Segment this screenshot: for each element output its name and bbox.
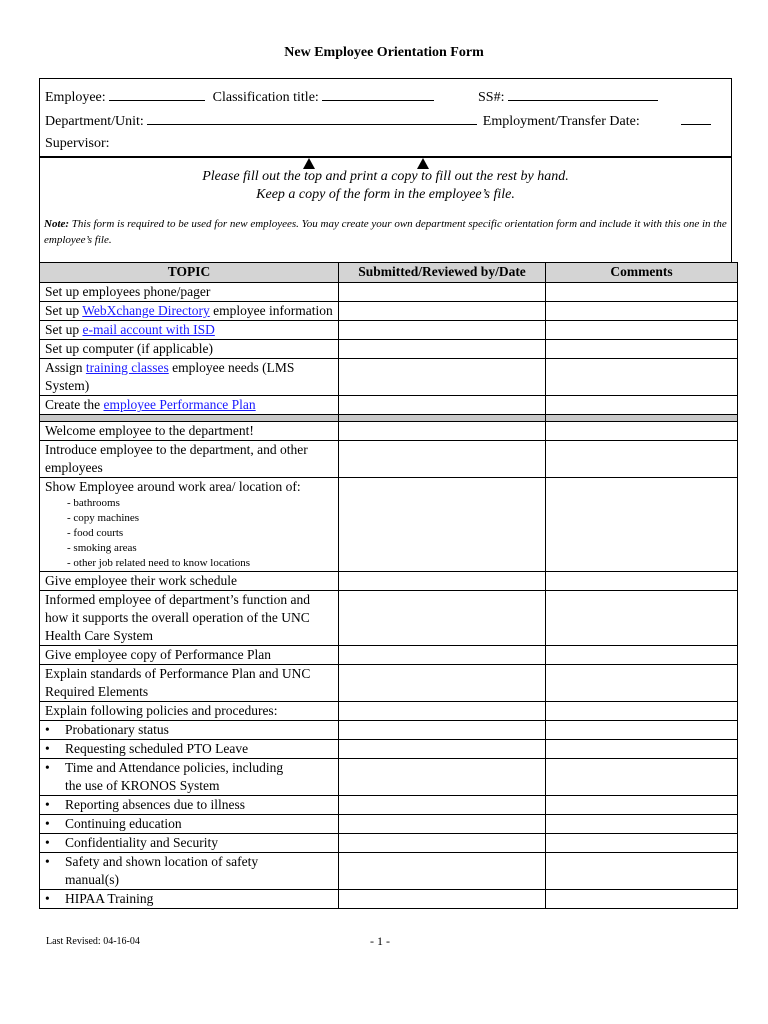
comments-header: Comments	[546, 263, 738, 283]
comments-cell[interactable]	[546, 340, 738, 359]
reviewed-cell[interactable]	[339, 340, 546, 359]
topic-cell: Give employee their work schedule	[40, 572, 339, 591]
reviewed-cell[interactable]	[339, 302, 546, 321]
bullet-icon: •	[45, 816, 50, 831]
table-row	[40, 740, 738, 759]
table-row	[40, 478, 738, 572]
employee-label: Employee:	[45, 90, 106, 105]
reviewed-cell[interactable]	[339, 441, 546, 478]
topic-text: Set up	[45, 322, 83, 337]
table-row	[40, 591, 738, 646]
employee-info-box	[39, 78, 732, 262]
topic-text: Confidentiality and Security	[65, 835, 218, 850]
comments-cell[interactable]	[546, 815, 738, 834]
table-row	[40, 302, 738, 321]
table-row	[40, 702, 738, 721]
topic-cell	[40, 283, 339, 302]
reviewed-cell[interactable]	[339, 321, 546, 340]
bullet-icon: •	[45, 760, 50, 775]
supervisor-label: Supervisor:	[45, 136, 110, 151]
comments-cell[interactable]	[546, 890, 738, 909]
topic-cell	[40, 834, 339, 853]
topic-cell	[40, 396, 339, 415]
employee-field[interactable]	[109, 88, 205, 101]
topic-cell	[40, 759, 339, 796]
table-row	[40, 359, 738, 396]
comments-cell[interactable]	[546, 396, 738, 415]
topic-text: HIPAA Training	[65, 891, 154, 906]
topic-cell	[40, 796, 339, 815]
list-item: - copy machines	[67, 512, 140, 524]
topic-cell: Informed employee of department’s function and how it supports the overall operation of the UNC Health Care System	[40, 591, 339, 646]
topic-cell: Give employee copy of Performance Plan	[40, 646, 339, 665]
arrow-up-icon	[417, 158, 429, 169]
reviewed-cell[interactable]	[339, 815, 546, 834]
table-row	[40, 834, 738, 853]
topic-cell	[40, 302, 339, 321]
comments-cell[interactable]	[546, 796, 738, 815]
employment-date-label: Employment/Transfer Date:	[482, 114, 640, 129]
comments-cell[interactable]	[546, 759, 738, 796]
reviewed-cell[interactable]	[339, 422, 546, 441]
topic-cell	[40, 815, 339, 834]
topic-cell	[40, 478, 339, 572]
classification-label: Classification title:	[212, 90, 319, 105]
instruction-line-2: Keep a copy of the form in the employee’s file.	[256, 187, 515, 202]
employee-row	[45, 88, 434, 106]
comments-cell[interactable]	[546, 422, 738, 441]
note-text	[44, 216, 730, 248]
reviewed-cell[interactable]	[339, 359, 546, 396]
comments-cell[interactable]	[546, 283, 738, 302]
topic-cell: Explain following policies and procedures:	[40, 702, 339, 721]
topic-cell	[40, 890, 339, 909]
comments-cell[interactable]	[546, 321, 738, 340]
reviewed-cell[interactable]	[339, 834, 546, 853]
table-row	[40, 759, 738, 796]
comments-cell[interactable]	[546, 302, 738, 321]
table-row	[40, 572, 738, 591]
table-row	[40, 665, 738, 702]
list-item: - other job related need to know locations	[67, 557, 250, 569]
topic-cell	[40, 340, 339, 359]
reviewed-cell[interactable]	[339, 853, 546, 890]
table-row	[40, 890, 738, 909]
topic-text: the use of KRONOS System	[65, 778, 220, 793]
comments-cell[interactable]	[546, 646, 738, 665]
topic-text: Safety and shown location of safety	[65, 854, 259, 869]
table-row	[40, 422, 738, 441]
page-number: - 1 -	[370, 934, 390, 948]
training-classes-link[interactable]: training classes	[85, 360, 169, 375]
comments-cell[interactable]	[546, 740, 738, 759]
topic-text: Continuing education	[65, 816, 182, 831]
page-title: New Employee Orientation Form	[284, 45, 484, 60]
comments-cell[interactable]	[546, 591, 738, 646]
table-row	[40, 441, 738, 478]
topic-cell	[40, 721, 339, 740]
bullet-icon: •	[45, 741, 50, 756]
table-header-row	[40, 263, 738, 283]
email-account-link[interactable]: e-mail account with ISD	[82, 322, 215, 337]
reviewed-cell[interactable]	[339, 702, 546, 721]
note-body: This form is required to be used for new employees. You may create your own department specific orientation form and include it with this one in the employee’s file.	[44, 218, 727, 246]
reviewed-cell[interactable]	[339, 721, 546, 740]
table-row	[40, 321, 738, 340]
topic-header: TOPIC	[40, 263, 339, 283]
comments-cell[interactable]	[546, 441, 738, 478]
topic-text: employee information	[209, 303, 333, 318]
ss-row	[478, 88, 658, 106]
reviewed-header: Submitted/Reviewed by/Date	[339, 263, 546, 283]
bullet-icon: •	[45, 722, 50, 737]
section-separator	[40, 415, 738, 422]
comments-cell[interactable]	[546, 359, 738, 396]
reviewed-cell[interactable]	[339, 478, 546, 572]
table-row	[40, 396, 738, 415]
topic-cell: Welcome employee to the department!	[40, 422, 339, 441]
department-row	[45, 112, 711, 130]
last-revised: Last Revised: 04-16-04	[46, 936, 140, 947]
note-label: Note:	[44, 218, 70, 230]
topic-cell	[40, 359, 339, 396]
bullet-icon: •	[45, 835, 50, 850]
topic-cell: Introduce employee to the department, and other employees	[40, 441, 339, 478]
webxchange-directory-link[interactable]: WebXchange Directory	[82, 303, 210, 318]
reviewed-cell[interactable]	[339, 890, 546, 909]
comments-cell[interactable]	[546, 834, 738, 853]
reviewed-cell[interactable]	[339, 572, 546, 591]
department-field[interactable]	[147, 112, 477, 125]
comments-cell[interactable]	[546, 702, 738, 721]
topic-cell	[40, 853, 339, 890]
table-row	[40, 646, 738, 665]
classification-field[interactable]	[322, 88, 434, 101]
arrow-up-icon	[303, 158, 315, 169]
reviewed-cell[interactable]	[339, 759, 546, 796]
topic-text: Set up	[45, 303, 83, 318]
topic-text: Reporting absences due to illness	[65, 797, 245, 812]
topic-text: manual(s)	[65, 872, 119, 887]
reviewed-cell[interactable]	[339, 396, 546, 415]
topic-text: Create the	[45, 397, 104, 412]
table-row	[40, 815, 738, 834]
topic-text: Assign	[45, 360, 86, 375]
employment-date-field[interactable]	[681, 112, 711, 125]
topic-text: Time and Attendance policies, including	[65, 760, 284, 775]
location-list	[45, 496, 333, 571]
topic-text: Show Employee around work area/ location of:	[45, 479, 301, 494]
comments-cell[interactable]	[546, 478, 738, 572]
reviewed-cell[interactable]	[339, 591, 546, 646]
topic-cell	[40, 740, 339, 759]
list-item: - food courts	[67, 527, 124, 539]
reviewed-cell[interactable]	[339, 646, 546, 665]
orientation-checklist-table	[39, 262, 738, 909]
reviewed-cell[interactable]	[339, 665, 546, 702]
ss-label: SS#:	[478, 90, 505, 105]
ss-field[interactable]	[508, 88, 658, 101]
department-label: Department/Unit:	[45, 114, 144, 129]
topic-text: Set up employees phone/pager	[45, 284, 211, 299]
topic-text: Requesting scheduled PTO Leave	[65, 741, 249, 756]
topic-text: employee needs (LMS System)	[45, 360, 295, 393]
table-row	[40, 853, 738, 890]
comments-cell[interactable]	[546, 721, 738, 740]
topic-text: Probationary status	[65, 722, 169, 737]
reviewed-cell[interactable]	[339, 283, 546, 302]
bullet-icon: •	[45, 891, 50, 906]
comments-cell[interactable]	[546, 572, 738, 591]
list-item: - bathrooms	[67, 497, 120, 509]
table-row	[40, 796, 738, 815]
reviewed-cell[interactable]	[339, 740, 546, 759]
list-item: - smoking areas	[67, 542, 137, 554]
topic-cell: Explain standards of Performance Plan and UNC Required Elements	[40, 665, 339, 702]
comments-cell[interactable]	[546, 853, 738, 890]
table-row	[40, 340, 738, 359]
supervisor-line	[40, 156, 731, 158]
bullet-icon: •	[45, 797, 50, 812]
topic-cell	[40, 321, 339, 340]
reviewed-cell[interactable]	[339, 796, 546, 815]
table-row	[40, 283, 738, 302]
performance-plan-link[interactable]: employee Performance Plan	[103, 397, 256, 412]
topic-text: Set up computer (if applicable)	[45, 341, 213, 356]
table-row	[40, 721, 738, 740]
bullet-icon: •	[45, 854, 50, 869]
comments-cell[interactable]	[546, 665, 738, 702]
instruction-line-1: Please fill out the top and print a copy to fill out the rest by hand.	[202, 169, 569, 184]
